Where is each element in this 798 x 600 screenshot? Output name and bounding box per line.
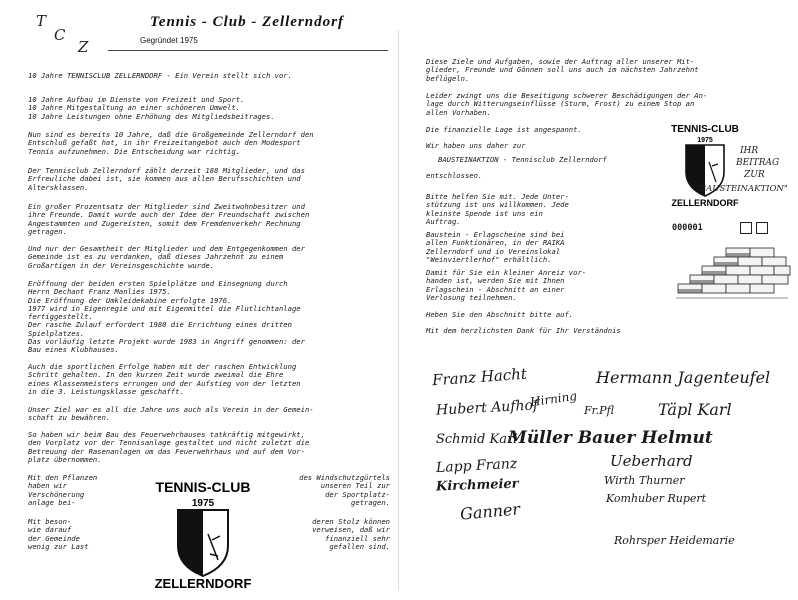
paragraph-community: Und nur der Gesamtheit der Mitglieder und dem Entgegenkommen der Gemeinde ist es zu verdanken, daß dieses Jahrzehnt zu einem Großartigen in der Vereinsgeschichte wurde.: [28, 244, 305, 270]
logo-year: 1975: [191, 498, 215, 509]
handnote-line-4: "BAUSTEINAKTION": [696, 184, 788, 194]
paragraph-thanks: Mit dem herzlichsten Dank für Ihr Verständnis: [426, 326, 621, 335]
paragraph-payment-slips: Baustein - Erlagscheine sind bei allen Funktionären, in der RAIKA Zellerndorf und in Vereinslokal "Weinviertlerhof" erhältlich.: [426, 230, 565, 264]
signature-9: Lapp Franz: [435, 455, 518, 477]
tcz-letter-z: Z: [78, 38, 89, 56]
handnote-line-1: IHR: [740, 146, 759, 156]
signature-1: Franz Hacht: [431, 364, 528, 390]
signature-8: Müller Bauer Helmut: [508, 428, 713, 448]
signature-10: Kirchmeier: [435, 476, 519, 495]
paragraph-success: Auch die sportlichen Erfolge haben mit der raschen Entwicklung Schritt gehalten. In den kurzen Zeit wurde zweimal die Ehre eines Klassenmeisters errungen und der Aufstieg von der letzten in die 3. Leistungsklasse geschafft.: [28, 362, 301, 396]
signature-12: Wirth Thurner: [604, 474, 685, 487]
brick-wall-illustration: [676, 240, 792, 308]
right-page: [400, 0, 798, 600]
column-text-b: Mit beson- wie darauf der Gemeinde wenig zur Last: [28, 517, 89, 551]
paragraph-friendship: Ein großer Prozentsatz der Mitglieder sind Zweitwohnbesitzer und ihre Freunde. Damit wurde auch der Idee der Freundschaft zwischen Angestammten und Zugereisten, somit dem Fremdenverkehr Rechnung getragen.: [28, 202, 310, 236]
tcz-letter-c: C: [54, 26, 66, 44]
column-text-a: Mit den Pflanzen haben wir Verschönerung anlage bei-: [28, 473, 98, 507]
checkbox-icon: [756, 222, 768, 234]
column-text-d: deren Stolz können verweisen, daß wir finanziell sehr gefallen sind.: [312, 517, 390, 551]
paragraph-storm-damage: Leider zwingt uns die Beseitigung schwerer Beschädigungen der An- lage durch Witterungseinflüsse (Sturm, Frost) zu einem Stop an allen Vorhaben.: [426, 91, 708, 117]
paragraph-goal: Unser Ziel war es all die Jahre uns auch als Verein in der Gemein- schaft zu bewähren.: [28, 405, 314, 423]
signature-6: Täpl Karl: [658, 400, 732, 419]
checkbox-icon: [740, 222, 752, 234]
paragraph-goals-continued: Diese Ziele und Aufgaben, sowie der Auftrag aller unserer Mit- glieder, Freunde und Gönnen soll uns auch im nächsten Jahrzehnt beflügeln.: [426, 57, 699, 83]
paragraph-lottery: Damit für Sie ein kleiner Anreiz vor- handen ist, werden Sie mit Ihnen Erlagschein - Abschnitt an einer Verlosung teilnehmen.: [426, 268, 587, 302]
ten-years-list: 10 Jahre Aufbau im Dienste von Freizeit und Sport. 10 Jahre Mitgestaltung an einer schöneren Umwelt. 10 Jahre Leistungen ohne Erhöhung des Mitgliedsbeitrages.: [28, 95, 275, 121]
signature-2: Hermann Jagenteufel: [596, 368, 771, 387]
stamp-top-text: TENNIS-CLUB: [671, 124, 739, 135]
handnote-line-2: BEITRAG: [736, 158, 780, 168]
signature-14: Komhuber Rupert: [606, 492, 707, 505]
paragraph-finances: Die finanzielle Lage ist angespannt.: [426, 125, 582, 134]
paragraph-fire-station: So haben wir beim Bau des Feuerwehrhauses tatkräftig mitgewirkt, den Vorplatz vor der Tennisanlage gestaltet und nicht zuletzt die Betreuung der Rasenanlagen um das Feuerwehrhaus und auf dem Vor- platz übernommen.: [28, 430, 310, 464]
paragraph-help: Bitte helfen Sie mit. Jede Unter- stützung ist uns willkommen. Jede kleinste Spende ist uns ein Auftrag.: [426, 192, 569, 226]
tcz-letter-t: T: [36, 12, 47, 30]
founded-line: Gegründet 1975: [140, 36, 198, 45]
signature-11: Ueberhard: [610, 452, 693, 470]
signature-5: Fr.Pfl: [584, 404, 614, 417]
club-logo: [138, 474, 268, 592]
column-text-c: des Windschutzgürtels unseren Teil zur der Sportplatz- getragen.: [299, 473, 390, 507]
signature-13: Ganner: [459, 499, 521, 524]
signature-7: Schmid Karl: [436, 432, 518, 447]
paragraph-decided: Wir haben uns daher zur: [426, 141, 526, 150]
baustein-action-title: BAUSTEINAKTION - Tennisclub Zellerndorf: [438, 155, 607, 164]
logo-bottom-text: ZELLERNDORF: [154, 576, 252, 591]
stamp-year: 1975: [697, 137, 713, 144]
header-rule: [108, 50, 388, 51]
paragraph-keep-stub: Heben Sie den Abschnitt bitte auf.: [426, 310, 574, 319]
serial-number: 000001: [672, 223, 703, 233]
signature-15: Rohrsper Heidemarie: [614, 534, 735, 547]
paragraph-decision: Nun sind es bereits 10 Jahre, daß die Großgemeinde Zellerndorf den Entschluß gefaßt hat, in ihr Freizeitangebot auch den Modesport Tennis aufzunehmen. Die Entscheidung war richtig.: [28, 130, 314, 156]
stamp-bottom-text: ZELLERNDORF: [671, 198, 739, 208]
paragraph-resolved: entschlossen.: [426, 171, 483, 180]
logo-top-text: TENNIS-CLUB: [155, 479, 251, 495]
signature-4: Hirning: [529, 388, 578, 410]
handnote-line-3: ZUR: [744, 170, 765, 180]
paragraph-history: Eröffnung der beiden ersten Spielplätze und Einsegnung durch Herrn Dechant Franz Manlies 1975. Die Eröffnung der Umkleidekabine erfolgte 1976. 1977 wird in Eigenregie und mit Eigenmittel die Flutlichtanlage fertiggestellt. Der rasche Zulauf erfordert 1980 die Errichtung eines dritten Spielplatzes. Das vorläufig letzte Projekt wurde 1983 in Angriff genommen: der Bau eines Klubhauses.: [28, 279, 305, 355]
signature-3: Hubert Aufhof: [435, 397, 539, 419]
shield-dark-half: [178, 510, 203, 576]
intro-heading: 10 Jahre TENNISCLUB ZELLERNDORF - Ein Verein stellt sich vor.: [28, 71, 292, 80]
paragraph-members: Der Tennisclub Zellerndorf zählt derzeit 188 Mitglieder, und das Erfreuliche dabei ist, sie kommen aus allen Berufsschichten und Altersklassen.: [28, 166, 305, 192]
club-title: Tennis - Club - Zellerndorf: [150, 14, 344, 30]
